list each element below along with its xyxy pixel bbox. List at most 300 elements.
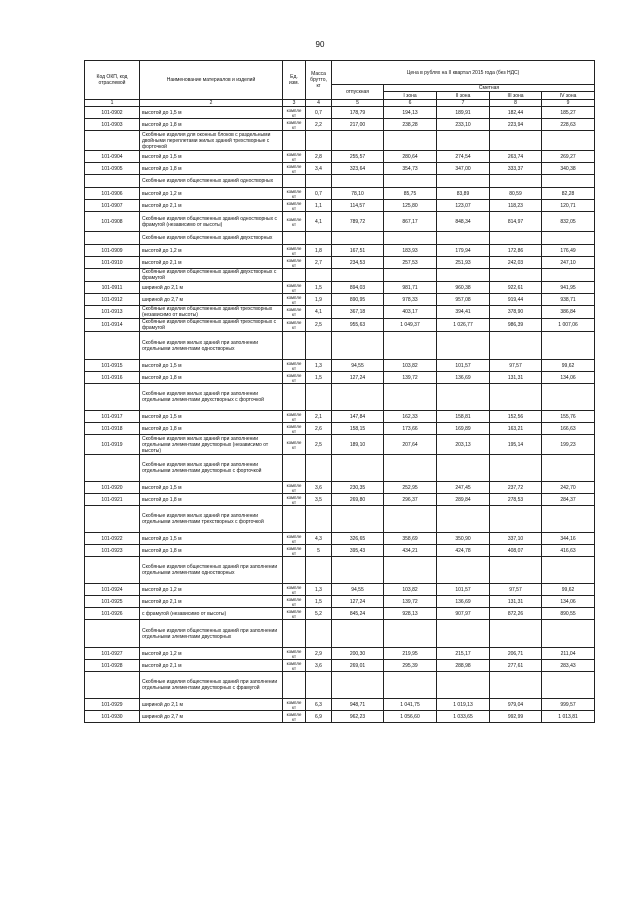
row-code: 101-0919 [85, 435, 140, 455]
row-price: 103,82 [384, 584, 437, 596]
row-mass: 1,3 [306, 360, 332, 372]
row-price: 158,81 [437, 411, 490, 423]
row-price: 230,35 [332, 482, 384, 494]
row-unit: компле кт [283, 533, 306, 545]
row-price: 183,93 [384, 245, 437, 257]
row-price: 172,86 [490, 245, 542, 257]
row-price: 1 007,06 [542, 319, 595, 332]
row-empty-cell [384, 232, 437, 245]
row-mass: 2,7 [306, 257, 332, 269]
row-code: 101-0908 [85, 212, 140, 232]
row-empty-cell [306, 332, 332, 360]
row-unit: компле кт [283, 306, 306, 319]
row-price: 978,33 [384, 294, 437, 306]
row-empty-cell [283, 506, 306, 533]
row-empty-cell [490, 175, 542, 188]
table-group-row [85, 332, 595, 360]
table-row [85, 151, 595, 163]
row-code: 101-0906 [85, 188, 140, 200]
col-num-2: 2 [140, 100, 283, 107]
row-price: 289,84 [437, 494, 490, 506]
row-mass: 1,8 [306, 245, 332, 257]
row-price: 134,06 [542, 372, 595, 384]
table-row [85, 608, 595, 620]
row-mass: 1,3 [306, 584, 332, 596]
row-unit: компле кт [283, 411, 306, 423]
row-name: высотой до 2,1 м [140, 200, 283, 212]
row-price: 1 019,13 [437, 699, 490, 711]
row-name: Скобяные изделия общественных зданий одностворных с фрамугой (независимо от высоты) [140, 212, 283, 232]
row-price: 252,95 [384, 482, 437, 494]
row-mass: 1,9 [306, 294, 332, 306]
row-price: 296,37 [384, 494, 437, 506]
row-price: 223,94 [490, 119, 542, 131]
row-unit: компле кт [283, 151, 306, 163]
header-release: отпускная [332, 85, 384, 100]
header-row [85, 61, 595, 85]
row-price: 134,06 [542, 596, 595, 608]
row-price: 103,82 [384, 360, 437, 372]
col-num-6: 6 [384, 100, 437, 107]
row-price: 867,17 [384, 212, 437, 232]
row-price: 251,93 [437, 257, 490, 269]
row-empty-cell [542, 175, 595, 188]
table-row [85, 163, 595, 175]
row-mass: 1,1 [306, 200, 332, 212]
table-row [85, 435, 595, 455]
row-unit: компле кт [283, 596, 306, 608]
table-row [85, 494, 595, 506]
row-price: 139,72 [384, 372, 437, 384]
row-price: 131,31 [490, 596, 542, 608]
row-price: 162,33 [384, 411, 437, 423]
table-row [85, 200, 595, 212]
table-row [85, 584, 595, 596]
row-name: высотой до 2,1 м [140, 596, 283, 608]
row-code [85, 620, 140, 648]
row-code: 101-0925 [85, 596, 140, 608]
row-name: высотой до 1,5 м [140, 482, 283, 494]
row-price: 178,79 [332, 107, 384, 119]
col-num-8: 8 [490, 100, 542, 107]
row-price: 97,57 [490, 360, 542, 372]
row-unit: компле кт [283, 245, 306, 257]
row-empty-cell [437, 384, 490, 411]
row-price: 326,65 [332, 533, 384, 545]
row-price: 424,78 [437, 545, 490, 557]
table-group-row [85, 269, 595, 282]
row-code: 101-0907 [85, 200, 140, 212]
row-price: 131,31 [490, 372, 542, 384]
row-mass: 5 [306, 545, 332, 557]
row-price: 872,26 [490, 608, 542, 620]
row-mass: 3,6 [306, 660, 332, 672]
row-empty-cell [384, 384, 437, 411]
row-price: 203,13 [437, 435, 490, 455]
row-code: 101-0927 [85, 648, 140, 660]
row-mass: 2,5 [306, 319, 332, 332]
row-price: 848,34 [437, 212, 490, 232]
row-price: 1 026,77 [437, 319, 490, 332]
row-empty-cell [437, 232, 490, 245]
row-group-name: Скобяные изделия общественных зданий при заполнении отдельными элементами двустворных [140, 620, 283, 648]
row-price: 1 013,81 [542, 711, 595, 723]
row-unit: компле кт [283, 188, 306, 200]
row-empty-cell [437, 131, 490, 151]
row-price: 1 049,37 [384, 319, 437, 332]
header-mass: Масса брутто, кг [306, 61, 332, 100]
row-unit: компле кт [283, 584, 306, 596]
table-row [85, 711, 595, 723]
row-price: 127,24 [332, 596, 384, 608]
col-num-4: 4 [306, 100, 332, 107]
row-price: 97,57 [490, 584, 542, 596]
header-unit: Ед. изм. [283, 61, 306, 100]
row-price: 278,53 [490, 494, 542, 506]
row-price: 120,71 [542, 200, 595, 212]
row-name: с фрамугой (независимо от высоты) [140, 608, 283, 620]
table-group-row [85, 620, 595, 648]
row-group-name: Скобяные изделия для оконных блоков с раздельными двойными переплетами жилых зданий трехстворные с форточкой [140, 131, 283, 151]
row-name: высотой до 1,5 м [140, 151, 283, 163]
row-empty-cell [332, 131, 384, 151]
row-price: 288,98 [437, 660, 490, 672]
table-row [85, 319, 595, 332]
row-price: 941,95 [542, 282, 595, 294]
row-group-name: Скобяные изделия жилых зданий при заполнении отдельными элементами двустворных с форточкой [140, 455, 283, 482]
row-unit: компле кт [283, 494, 306, 506]
row-price: 127,24 [332, 372, 384, 384]
row-price: 228,63 [542, 119, 595, 131]
row-empty-cell [437, 455, 490, 482]
row-code [85, 131, 140, 151]
row-mass: 4,1 [306, 212, 332, 232]
row-price: 83,89 [437, 188, 490, 200]
row-unit: компле кт [283, 660, 306, 672]
row-price: 890,55 [542, 608, 595, 620]
table-group-row [85, 557, 595, 584]
row-price: 395,43 [332, 545, 384, 557]
table-row [85, 482, 595, 494]
row-empty-cell [542, 332, 595, 360]
table-row [85, 188, 595, 200]
row-empty-cell [332, 455, 384, 482]
row-empty-cell [306, 232, 332, 245]
row-unit: компле кт [283, 648, 306, 660]
row-name: шириной до 2,1 м [140, 282, 283, 294]
row-mass: 3,4 [306, 163, 332, 175]
row-code: 101-0903 [85, 119, 140, 131]
row-name: Скобяные изделия общественных зданий трехстворных (независимо от высоты) [140, 306, 283, 319]
row-price: 94,55 [332, 360, 384, 372]
row-price: 247,10 [542, 257, 595, 269]
row-unit: компле кт [283, 319, 306, 332]
row-empty-cell [332, 672, 384, 699]
row-price: 147,84 [332, 411, 384, 423]
row-price: 354,73 [384, 163, 437, 175]
col-num-3: 3 [283, 100, 306, 107]
row-group-name: Скобяные изделия общественных зданий при заполнении отдельными элементами двустворных с фрамугой [140, 672, 283, 699]
header-name: Наименование материалов и изделий [140, 61, 283, 100]
table-row [85, 648, 595, 660]
table-row [85, 372, 595, 384]
row-price: 199,23 [542, 435, 595, 455]
row-price: 169,89 [437, 423, 490, 435]
price-table [84, 60, 595, 723]
table-row [85, 107, 595, 119]
row-empty-cell [283, 232, 306, 245]
row-mass: 4,3 [306, 533, 332, 545]
row-price: 347,00 [437, 163, 490, 175]
row-code: 101-0926 [85, 608, 140, 620]
row-empty-cell [490, 131, 542, 151]
table-row [85, 423, 595, 435]
row-empty-cell [384, 131, 437, 151]
row-unit: компле кт [283, 282, 306, 294]
row-name: шириной до 2,7 м [140, 294, 283, 306]
row-price: 962,23 [332, 711, 384, 723]
row-code: 101-0928 [85, 660, 140, 672]
row-price: 845,24 [332, 608, 384, 620]
row-empty-cell [306, 269, 332, 282]
row-price: 242,70 [542, 482, 595, 494]
header-smeta: Сметная [384, 85, 595, 92]
row-unit: компле кт [283, 360, 306, 372]
row-price: 185,27 [542, 107, 595, 119]
row-price: 163,21 [490, 423, 542, 435]
row-empty-cell [283, 332, 306, 360]
table-row [85, 596, 595, 608]
row-price: 344,16 [542, 533, 595, 545]
row-price: 340,38 [542, 163, 595, 175]
row-price: 986,39 [490, 319, 542, 332]
row-empty-cell [490, 384, 542, 411]
row-price: 247,45 [437, 482, 490, 494]
row-code [85, 269, 140, 282]
row-price: 333,37 [490, 163, 542, 175]
row-unit: компле кт [283, 200, 306, 212]
table-row [85, 660, 595, 672]
row-name: Скобяные изделия общественных зданий трехстворных с фрамугой [140, 319, 283, 332]
table-row [85, 294, 595, 306]
row-group-name: Скобяные изделия общественных зданий при заполнении отдельными элементами одностворных [140, 557, 283, 584]
header-zone-3: III зона [490, 92, 542, 100]
row-code: 101-0904 [85, 151, 140, 163]
row-price: 189,10 [332, 435, 384, 455]
row-price: 1 056,60 [384, 711, 437, 723]
row-empty-cell [437, 672, 490, 699]
row-code: 101-0918 [85, 423, 140, 435]
row-price: 269,01 [332, 660, 384, 672]
row-price: 960,38 [437, 282, 490, 294]
header-code: Код ОКП, код отраслевой [85, 61, 140, 100]
row-price: 832,05 [542, 212, 595, 232]
row-empty-cell [542, 557, 595, 584]
row-price: 80,59 [490, 188, 542, 200]
row-code [85, 175, 140, 188]
row-price: 118,23 [490, 200, 542, 212]
row-unit: компле кт [283, 423, 306, 435]
row-code: 101-0915 [85, 360, 140, 372]
row-name: высотой до 1,2 м [140, 648, 283, 660]
row-empty-cell [542, 506, 595, 533]
row-name: высотой до 1,8 м [140, 372, 283, 384]
row-name: высотой до 2,1 м [140, 257, 283, 269]
row-price: 894,03 [332, 282, 384, 294]
row-price: 179,94 [437, 245, 490, 257]
row-mass: 2,1 [306, 411, 332, 423]
row-empty-cell [306, 384, 332, 411]
row-price: 337,10 [490, 533, 542, 545]
row-unit: компле кт [283, 294, 306, 306]
row-price: 367,18 [332, 306, 384, 319]
table-row [85, 533, 595, 545]
row-mass: 0,7 [306, 107, 332, 119]
row-empty-cell [332, 232, 384, 245]
row-empty-cell [384, 557, 437, 584]
row-group-name: Скобяные изделия жилых зданий при заполнении отдельными элементами двухстворных с форточкой [140, 384, 283, 411]
row-price: 957,08 [437, 294, 490, 306]
table-row [85, 282, 595, 294]
row-price: 219,95 [384, 648, 437, 660]
row-code: 101-0921 [85, 494, 140, 506]
row-group-name: Скобяные изделия общественных зданий двухстворных с фрамугой [140, 269, 283, 282]
row-price: 85,75 [384, 188, 437, 200]
row-name: шириной до 2,1 м [140, 699, 283, 711]
table-group-row [85, 506, 595, 533]
row-price: 269,80 [332, 494, 384, 506]
row-price: 255,57 [332, 151, 384, 163]
row-empty-cell [542, 455, 595, 482]
row-code: 101-0910 [85, 257, 140, 269]
row-empty-cell [437, 557, 490, 584]
row-empty-cell [306, 506, 332, 533]
row-price: 979,04 [490, 699, 542, 711]
row-price: 378,90 [490, 306, 542, 319]
row-price: 408,07 [490, 545, 542, 557]
row-empty-cell [490, 455, 542, 482]
row-code: 101-0917 [85, 411, 140, 423]
row-price: 992,99 [490, 711, 542, 723]
table-row [85, 245, 595, 257]
row-empty-cell [542, 232, 595, 245]
row-name: высотой до 1,2 м [140, 584, 283, 596]
row-empty-cell [490, 332, 542, 360]
row-empty-cell [384, 672, 437, 699]
row-name: высотой до 1,8 м [140, 119, 283, 131]
table-row [85, 257, 595, 269]
row-price: 155,76 [542, 411, 595, 423]
row-price: 295,39 [384, 660, 437, 672]
row-price: 416,63 [542, 545, 595, 557]
row-mass: 1,5 [306, 596, 332, 608]
row-name: Скобяные изделия жилых зданий при заполнении отдельными элементами двустворных (независимо от высоты) [140, 435, 283, 455]
row-unit: компле кт [283, 119, 306, 131]
table-row [85, 119, 595, 131]
row-code [85, 672, 140, 699]
row-group-name: Скобяные изделия общественных зданий одностворных [140, 175, 283, 188]
row-price: 890,95 [332, 294, 384, 306]
table-group-row [85, 232, 595, 245]
header-zone-1: I зона [384, 92, 437, 100]
row-empty-cell [283, 384, 306, 411]
col-num-5: 5 [332, 100, 384, 107]
row-price: 234,53 [332, 257, 384, 269]
row-price: 919,44 [490, 294, 542, 306]
row-price: 938,71 [542, 294, 595, 306]
row-price: 981,71 [384, 282, 437, 294]
row-code: 101-0930 [85, 711, 140, 723]
row-empty-cell [437, 506, 490, 533]
row-unit: компле кт [283, 163, 306, 175]
row-empty-cell [306, 672, 332, 699]
row-price: 195,14 [490, 435, 542, 455]
row-code [85, 384, 140, 411]
row-empty-cell [283, 455, 306, 482]
row-mass: 1,5 [306, 282, 332, 294]
row-price: 114,57 [332, 200, 384, 212]
row-price: 1 033,65 [437, 711, 490, 723]
row-empty-cell [490, 620, 542, 648]
row-unit: компле кт [283, 107, 306, 119]
row-price: 167,51 [332, 245, 384, 257]
row-empty-cell [542, 384, 595, 411]
row-name: высотой до 1,8 м [140, 423, 283, 435]
row-name: высотой до 1,5 м [140, 533, 283, 545]
row-price: 182,44 [490, 107, 542, 119]
row-price: 78,10 [332, 188, 384, 200]
row-price: 350,90 [437, 533, 490, 545]
row-mass: 2,2 [306, 119, 332, 131]
table-group-row [85, 672, 595, 699]
row-empty-cell [384, 332, 437, 360]
table-row [85, 699, 595, 711]
row-price: 280,64 [384, 151, 437, 163]
row-empty-cell [437, 620, 490, 648]
row-mass: 3,6 [306, 482, 332, 494]
row-code: 101-0905 [85, 163, 140, 175]
row-price: 217,00 [332, 119, 384, 131]
row-empty-cell [384, 455, 437, 482]
row-empty-cell [306, 455, 332, 482]
row-price: 125,80 [384, 200, 437, 212]
row-code: 101-0916 [85, 372, 140, 384]
row-mass: 4,1 [306, 306, 332, 319]
row-mass: 6,3 [306, 699, 332, 711]
row-code [85, 455, 140, 482]
column-number-row [85, 100, 595, 107]
row-empty-cell [384, 506, 437, 533]
row-empty-cell [490, 269, 542, 282]
header-zone-2: II зона [437, 92, 490, 100]
row-empty-cell [283, 269, 306, 282]
row-empty-cell [437, 269, 490, 282]
row-price: 814,97 [490, 212, 542, 232]
header-price-title: Цена в рублях на II квартал 2015 года (без НДС) [332, 61, 595, 85]
row-group-name: Скобяные изделия жилых зданий при заполнении отдельными элементами трехстворных с форточкой [140, 506, 283, 533]
row-name: шириной до 2,7 м [140, 711, 283, 723]
row-empty-cell [490, 232, 542, 245]
row-price: 176,49 [542, 245, 595, 257]
row-price: 194,13 [384, 107, 437, 119]
row-code: 101-0914 [85, 319, 140, 332]
row-price: 999,57 [542, 699, 595, 711]
row-empty-cell [490, 672, 542, 699]
row-price: 237,72 [490, 482, 542, 494]
row-empty-cell [332, 557, 384, 584]
row-code: 101-0902 [85, 107, 140, 119]
row-unit: компле кт [283, 711, 306, 723]
